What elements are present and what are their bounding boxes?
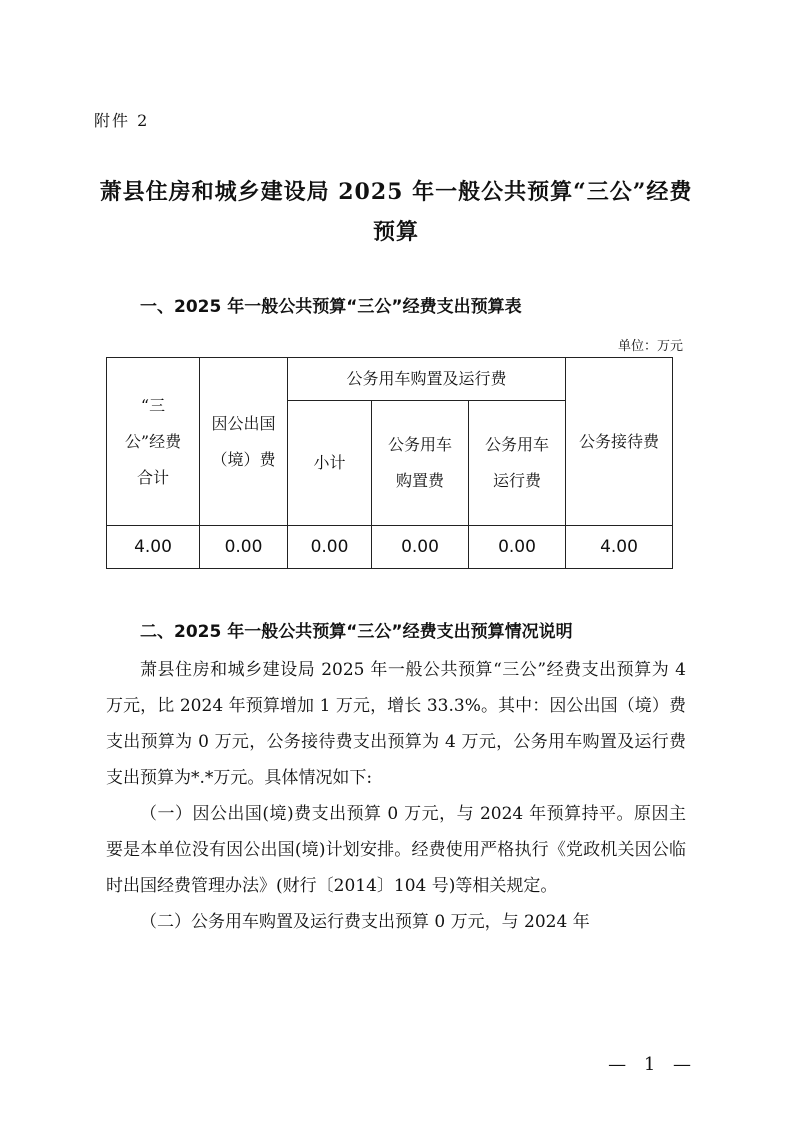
header-total: “三公”经费合计 [107,358,200,526]
header-vehicle-purchase: 公务用车购置费 [372,401,469,526]
value-vehicle-operation: 0.00 [469,526,566,569]
document-title: 萧县住房和城乡建设局 2025 年一般公共预算“三公”经费预算 [99,179,693,245]
section2-heading: 二、2025 年一般公共预算“三公”经费支出预算情况说明 [140,622,573,642]
value-subtotal: 0.00 [288,526,372,569]
body-text [106,652,686,940]
page-number: — 1 — [608,1054,697,1075]
header-vehicle-operation: 公务用车运行费 [469,401,566,526]
header-vehicle: 公务用车购置及运行费 [288,358,566,401]
header-reception: 公务接待费 [566,358,673,526]
value-vehicle-purchase: 0.00 [372,526,469,569]
value-abroad: 0.00 [200,526,288,569]
header-subtotal: 小计 [288,401,372,526]
value-total: 4.00 [107,526,200,569]
value-reception: 4.00 [566,526,673,569]
paragraph: （二）公务用车购置及运行费支出预算 0 万元，与 2024 年 [140,912,590,932]
budget-table [106,357,673,569]
header-abroad: 因公出国（境）费 [200,358,288,526]
paragraph: （一）因公出国(境)费支出预算 0 万元，与 2024 年预算持平。原因主要是本单位没有因公出国(境)计划安排。经费使用严格执行《党政机关因公临时出国经费管理办法》(财行〔2014〕104 号)等相关规定。 [106,804,686,896]
paragraph: 萧县住房和城乡建设局 2025 年一般公共预算“三公”经费支出预算为 4 万元，比 2024 年预算增加 1 万元，增长 33.3%。其中：因公出国（境）费支出预算为 0 万元，公务接待费支出预算为 4 万元，公务用车购置及运行费支出预算为*.*万元。具体情况如下: [106,660,686,788]
unit-label: 单位：万元 [617,339,683,354]
section1-heading: 一、2025 年一般公共预算“三公”经费支出预算表 [140,297,522,317]
attachment-label: 附件 2 [94,111,150,130]
